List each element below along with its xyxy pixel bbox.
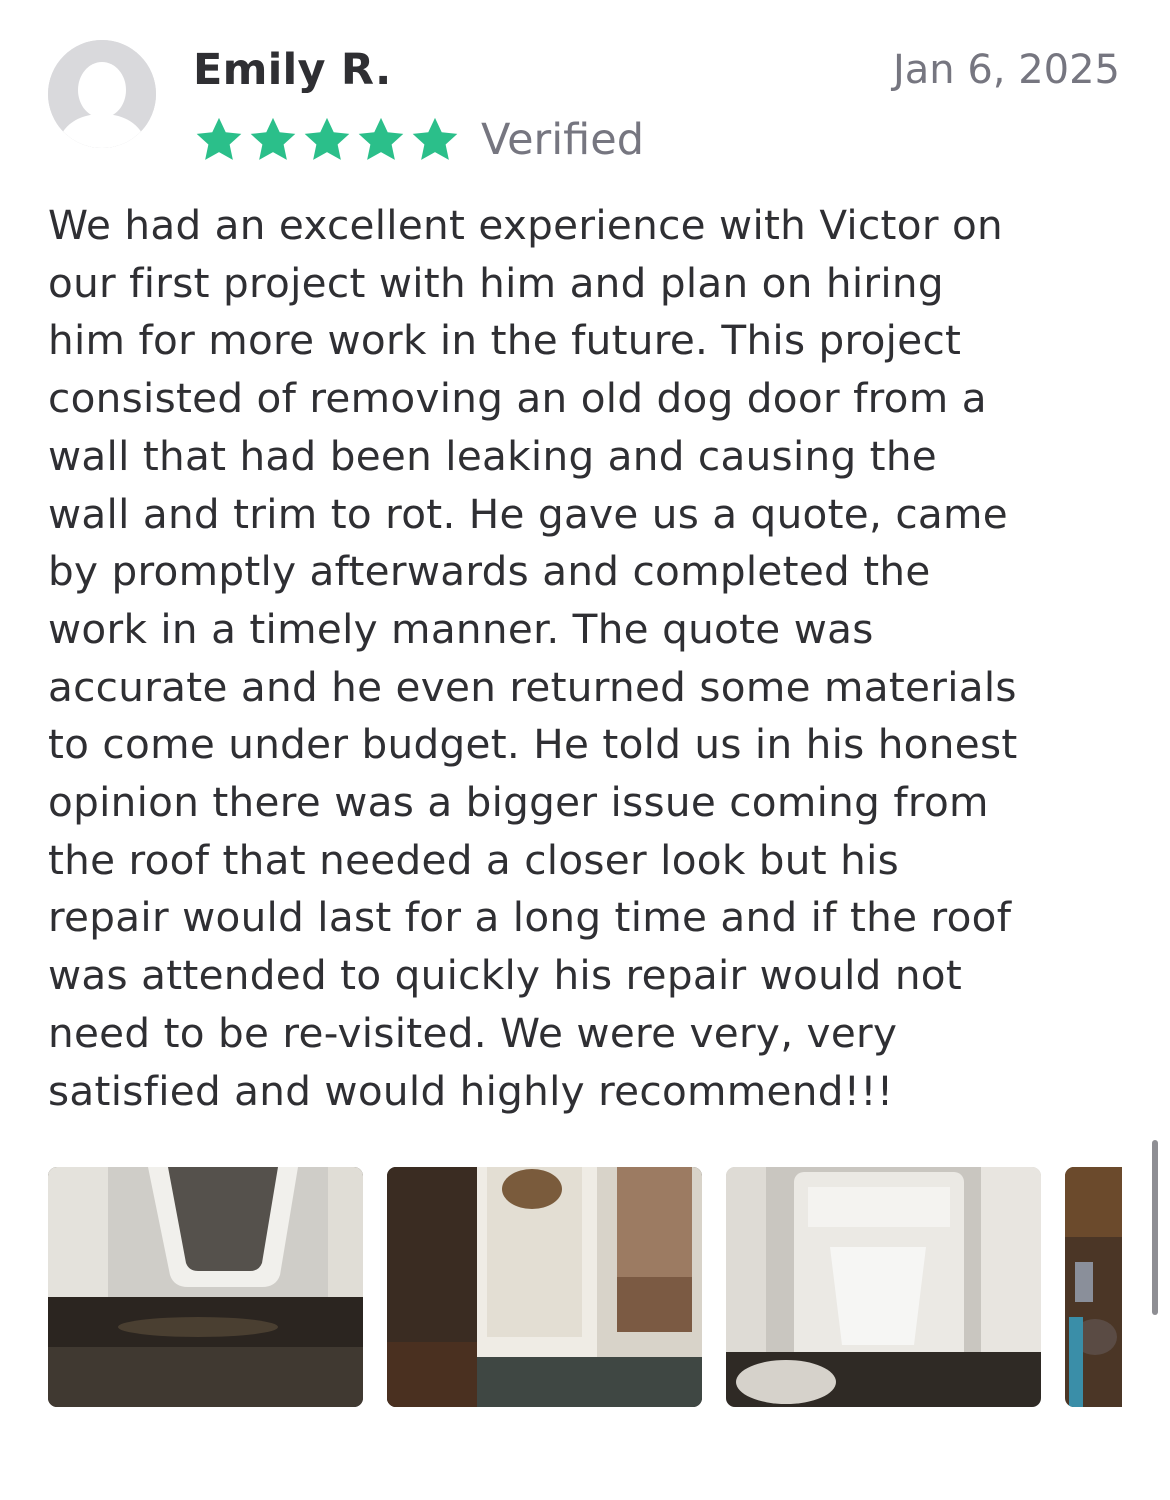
review-photo[interactable] [1065,1167,1122,1407]
review-photo[interactable] [726,1167,1041,1407]
review-text: We had an excellent experience with Victor on our first project with him and plan on hiring him for more work in the future. This project consisted of removing an old dog door from a wall that had been leaking and causing the wall and trim to rot. He gave us a quote, came by promptly afterwards and completed the work in a timely manner. The quote was accurate and he even returned some materials to come under budget. He told us in his honest opinion there was a bigger issue coming from the roof that needed a closer look but his repair would last for a long time and if the roof was attended to quickly his repair would not need to be re-visited. We were very, very satisfied and would highly recommend!!! [48,201,1018,1115]
star-icon [301,114,353,166]
reviewer-name: Emily R. [193,45,392,95]
star-icon [247,114,299,166]
avatar [48,40,156,148]
review-photo[interactable] [48,1167,363,1407]
review-photo[interactable] [387,1167,702,1407]
star-icon [409,114,461,166]
rating-row [193,110,644,170]
scrollbar[interactable] [1152,1140,1158,1315]
verified-label: Verified [481,115,644,165]
user-placeholder-icon [48,40,156,148]
star-rating [193,114,461,166]
star-icon [355,114,407,166]
star-icon [193,114,245,166]
photo-carousel[interactable] [48,1167,1122,1407]
review-date: Jan 6, 2025 [892,47,1120,93]
